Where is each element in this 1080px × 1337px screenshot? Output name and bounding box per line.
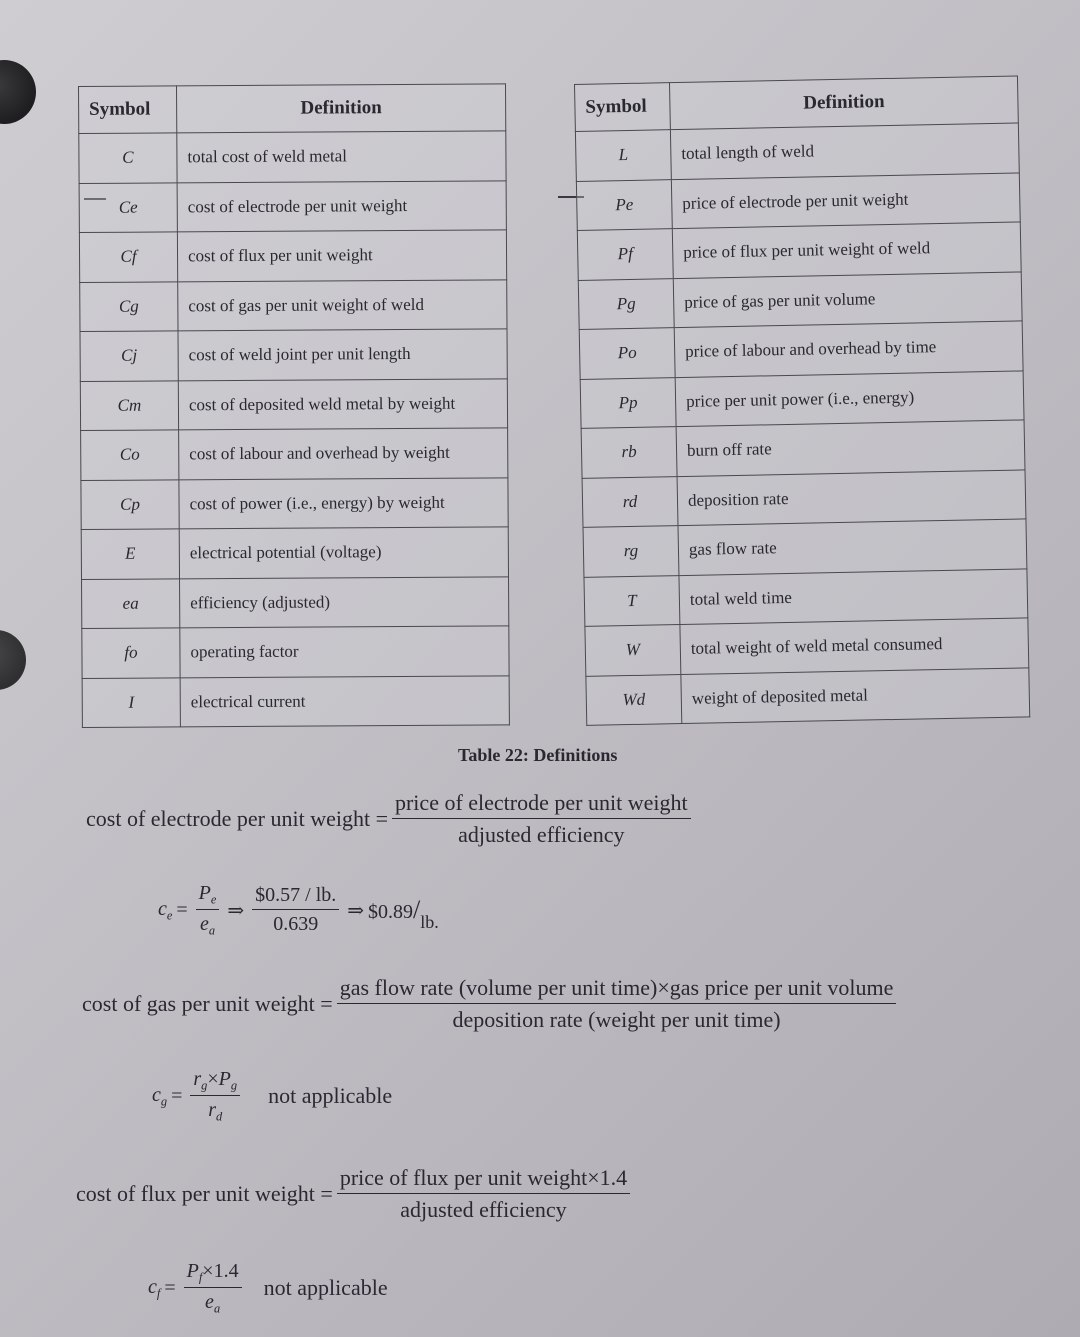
equation-lhs: cost of flux per unit weight = bbox=[76, 1181, 333, 1206]
symbol-cell: Ce bbox=[79, 182, 177, 232]
table-row bbox=[81, 428, 508, 480]
symbol-cell: fo bbox=[82, 628, 180, 678]
table-row bbox=[82, 675, 509, 727]
equation-fraction bbox=[337, 1165, 630, 1223]
fraction-numerator: price of electrode per unit weight bbox=[392, 790, 691, 819]
implies-arrow: ⇒ bbox=[347, 899, 365, 922]
table-row bbox=[79, 131, 506, 183]
definition-cell: price of labour and overhead by time bbox=[674, 321, 1023, 377]
definition-cell: cost of weld joint per unit length bbox=[178, 329, 507, 381]
table-row bbox=[579, 321, 1023, 379]
implies-arrow: ⇒ bbox=[227, 899, 245, 922]
fraction-denominator: $r_d$ bbox=[208, 1099, 223, 1124]
table-row bbox=[577, 222, 1021, 280]
symbol-cell: Cp bbox=[81, 479, 179, 529]
definition-cell: total length of weld bbox=[670, 123, 1019, 179]
table-row bbox=[80, 378, 507, 430]
definition-cell: price of gas per unit volume bbox=[673, 271, 1022, 327]
fraction-numerator: $P_f\times 1.4$ bbox=[184, 1260, 242, 1288]
binder-hole-top bbox=[0, 60, 36, 124]
calc-result: $0.89/lb. bbox=[368, 895, 439, 933]
symbol-cell: E bbox=[81, 529, 179, 579]
table-row bbox=[581, 420, 1025, 478]
definition-cell: total weld time bbox=[679, 568, 1028, 624]
symbol-cell: Pp bbox=[580, 377, 676, 428]
symbol-cell: rg bbox=[583, 526, 679, 577]
symbol-cell: W bbox=[585, 625, 681, 676]
symbol-cell: I bbox=[82, 677, 180, 727]
gas-cost-equation bbox=[82, 975, 900, 1033]
calc-fraction bbox=[190, 1068, 240, 1125]
fraction-numerator: $0.57 / lb. bbox=[252, 884, 339, 910]
definition-cell: price per unit power (i.e., energy) bbox=[675, 370, 1024, 426]
symbol-cell: Co bbox=[81, 430, 179, 480]
symbol-header: Symbol bbox=[575, 83, 671, 132]
symbol-cell: ea bbox=[82, 578, 180, 628]
fraction-numerator: gas flow rate (volume per unit time)×gas price per unit volume bbox=[337, 975, 897, 1004]
definition-header: Definition bbox=[669, 76, 1018, 130]
calc-fraction-symbolic bbox=[196, 882, 220, 939]
table-row bbox=[81, 527, 508, 579]
equals-sign: = bbox=[176, 898, 188, 921]
fraction-denominator: 0.639 bbox=[273, 913, 319, 936]
table-row bbox=[578, 271, 1022, 329]
symbol-cell: Cm bbox=[80, 380, 178, 430]
table-row bbox=[582, 469, 1026, 527]
equation-fraction bbox=[392, 790, 691, 848]
definition-cell: burn off rate bbox=[676, 420, 1025, 476]
equals-sign: = bbox=[171, 1084, 183, 1107]
fraction-denominator: deposition rate (weight per unit time) bbox=[452, 1007, 781, 1032]
definition-cell: price of electrode per unit weight bbox=[671, 172, 1020, 228]
calc-lhs: $c_g$ bbox=[152, 1083, 168, 1108]
calc-lhs: $c_e$ bbox=[158, 897, 173, 922]
table-row bbox=[584, 568, 1028, 626]
table-caption: Table 22: Definitions bbox=[458, 745, 618, 765]
fraction-denominator: $e_a$ bbox=[205, 1291, 221, 1316]
table-header-row bbox=[575, 76, 1019, 131]
symbol-cell: rd bbox=[582, 476, 678, 527]
definition-cell: operating factor bbox=[180, 626, 509, 678]
symbol-cell: Wd bbox=[586, 674, 682, 725]
table-header-row bbox=[79, 84, 506, 134]
definition-cell: cost of power (i.e., energy) by weight bbox=[179, 477, 508, 529]
fraction-denominator: $e_a$ bbox=[199, 913, 216, 938]
definition-cell: cost of flux per unit weight bbox=[177, 230, 506, 282]
fraction-denominator: adjusted efficiency bbox=[458, 822, 625, 847]
definition-cell: cost of gas per unit weight of weld bbox=[178, 279, 507, 331]
not-applicable-note: not applicable bbox=[268, 1083, 393, 1109]
symbol-cell: Cf bbox=[79, 232, 177, 282]
table-row bbox=[580, 370, 1024, 428]
flux-cost-calculation bbox=[148, 1260, 388, 1317]
fraction-numerator: price of flux per unit weight×1.4 bbox=[337, 1165, 630, 1194]
table-row bbox=[80, 329, 507, 381]
table-row bbox=[575, 123, 1019, 181]
table-row bbox=[576, 172, 1020, 230]
calc-fraction-numeric bbox=[252, 884, 339, 936]
fraction-denominator: adjusted efficiency bbox=[400, 1197, 567, 1222]
table-row bbox=[79, 180, 506, 232]
definition-cell: total weight of weld metal consumed bbox=[680, 618, 1029, 674]
symbol-cell: rb bbox=[581, 427, 677, 478]
symbol-cell: Cj bbox=[80, 331, 178, 381]
definition-cell: weight of deposited metal bbox=[681, 667, 1030, 723]
definition-cell: electrical current bbox=[180, 675, 509, 727]
equation-fraction bbox=[337, 975, 897, 1033]
definition-cell: total cost of weld metal bbox=[177, 131, 506, 183]
symbol-cell: L bbox=[575, 130, 671, 181]
symbol-cell: Cg bbox=[80, 281, 178, 331]
not-applicable-note: not applicable bbox=[263, 1275, 388, 1301]
definition-cell: efficiency (adjusted) bbox=[180, 576, 509, 628]
table-row bbox=[586, 667, 1030, 725]
table-row bbox=[80, 279, 507, 331]
definition-cell: cost of electrode per unit weight bbox=[177, 180, 506, 232]
fraction-numerator: $P_e$ bbox=[196, 882, 220, 910]
fraction-numerator: $r_g\times P_g$ bbox=[190, 1068, 240, 1096]
table-row bbox=[81, 477, 508, 529]
definition-cell: deposition rate bbox=[677, 469, 1026, 525]
table-row bbox=[82, 626, 509, 678]
definition-cell: electrical potential (voltage) bbox=[179, 527, 508, 579]
definition-cell: price of flux per unit weight of weld bbox=[672, 222, 1021, 278]
electrode-cost-equation bbox=[86, 790, 695, 848]
symbol-header: Symbol bbox=[79, 86, 177, 134]
equation-lhs: cost of electrode per unit weight = bbox=[86, 806, 388, 831]
flux-cost-equation bbox=[76, 1165, 634, 1223]
symbol-cell: C bbox=[79, 133, 177, 183]
definition-cell: cost of labour and overhead by weight bbox=[179, 428, 508, 480]
symbol-cell: T bbox=[584, 575, 680, 626]
symbol-cell: Po bbox=[579, 328, 675, 379]
table-row bbox=[82, 576, 509, 628]
table-row bbox=[585, 618, 1029, 676]
definition-cell: cost of deposited weld metal by weight bbox=[178, 378, 507, 430]
binder-hole-middle bbox=[0, 630, 26, 690]
table-row bbox=[79, 230, 506, 282]
electrode-cost-calculation bbox=[158, 882, 439, 939]
equals-sign: = bbox=[164, 1276, 176, 1299]
calc-fraction bbox=[184, 1260, 242, 1317]
calc-lhs: $c_f$ bbox=[148, 1275, 161, 1300]
definitions-table-right bbox=[574, 75, 1030, 725]
symbol-cell: Pg bbox=[578, 278, 674, 329]
symbol-cell: Pe bbox=[576, 179, 672, 230]
table-row bbox=[583, 519, 1027, 577]
symbol-cell: Pf bbox=[577, 229, 673, 280]
definition-cell: gas flow rate bbox=[678, 519, 1027, 575]
definition-header: Definition bbox=[177, 84, 506, 133]
definitions-table-left bbox=[78, 83, 510, 728]
equation-lhs: cost of gas per unit weight = bbox=[82, 991, 333, 1016]
gas-cost-calculation bbox=[152, 1068, 392, 1125]
